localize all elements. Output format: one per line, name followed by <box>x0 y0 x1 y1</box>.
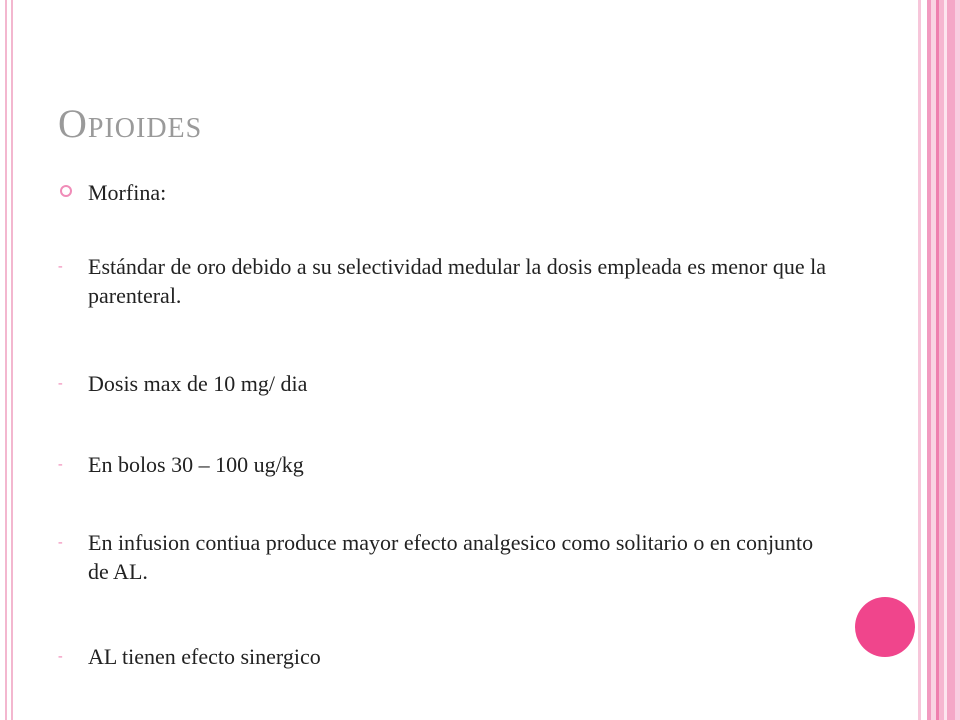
dash-bullet-icon: - <box>58 259 63 274</box>
list-item-text: Dosis max de 10 mg/ dia <box>88 371 308 396</box>
dash-bullet-icon: - <box>58 457 63 472</box>
ring-bullet-icon <box>60 185 72 197</box>
list-item <box>58 528 828 586</box>
list-item-text: En infusion contiua produce mayor efecto analgesico como solitario o en conjunto de AL. <box>88 530 814 584</box>
slide-title: Opioides <box>58 101 203 146</box>
dash-bullet-icon: - <box>58 535 63 550</box>
list-item-text: AL tienen efecto sinergico <box>88 644 321 669</box>
right-stripe <box>947 0 955 720</box>
list-item <box>58 450 828 479</box>
dash-bullet-icon: - <box>58 649 63 664</box>
decorative-circle <box>855 597 915 657</box>
left-frame-line-inner <box>11 0 13 720</box>
list-item <box>58 252 828 310</box>
list-item <box>58 642 828 671</box>
list-item <box>58 369 828 398</box>
list-item-text: En bolos 30 – 100 ug/kg <box>88 452 304 477</box>
main-bullet-text: Morfina: <box>88 180 167 205</box>
dash-bullet-icon: - <box>58 376 63 391</box>
right-stripe <box>955 0 960 720</box>
list-item-text: Estándar de oro debido a su selectividad medular la dosis empleada es menor que la parenteral. <box>88 254 826 308</box>
left-frame-line <box>5 0 7 720</box>
